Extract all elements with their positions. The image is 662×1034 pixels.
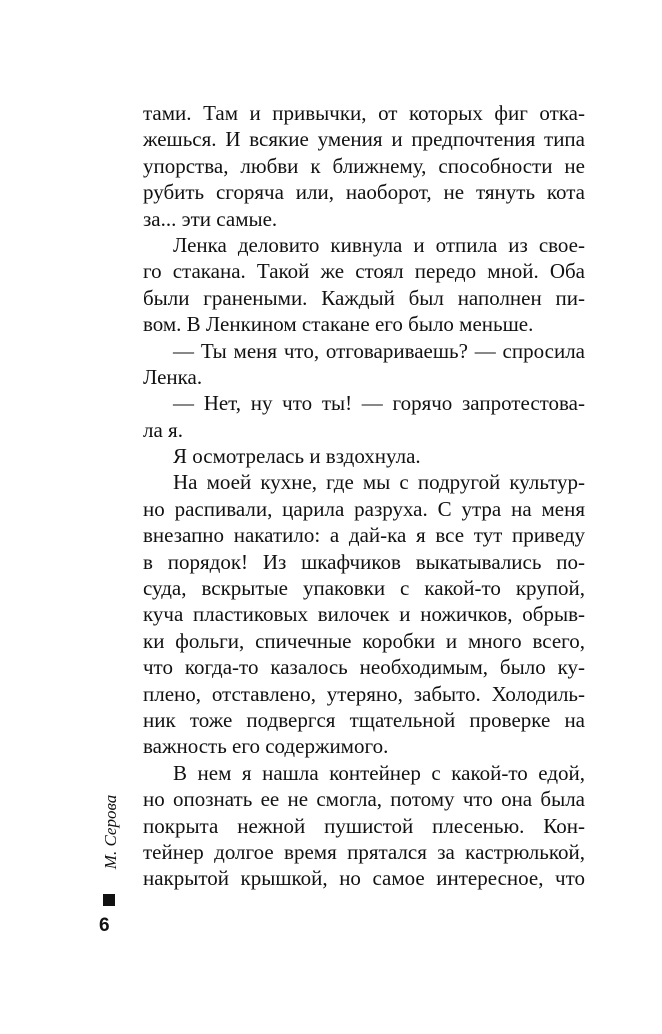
text-line: го стакана. Такой же стоял передо мной. Оба xyxy=(143,259,585,284)
text-line: Ленка деловито кивнула и отпила из свое- xyxy=(173,232,585,257)
text-line: но распивали, царила разруха. С утра на меня xyxy=(143,496,585,521)
text-line: Ленка. xyxy=(143,364,203,389)
text-line: за... эти самые. xyxy=(143,206,278,231)
text-line: В нем я нашла контейнер с какой-то едой, xyxy=(173,760,585,785)
text-line: тейнер долгое время прятался за кастрюлькой, xyxy=(143,839,585,864)
text-line: плено, отставлено, утеряно, забыто. Холодиль- xyxy=(143,681,585,706)
text-line: накрытой крышкой, но самое интересное, что xyxy=(143,866,585,891)
folio-square-icon xyxy=(103,894,115,906)
running-head xyxy=(96,772,126,892)
text-line: покрыта нежной пушистой плесенью. Кон- xyxy=(143,813,585,838)
text-line: жешься. И всякие умения и предпочтения типа xyxy=(143,127,585,152)
text-line: На моей кухне, где мы с подругой культур- xyxy=(173,470,585,495)
text-line: но опознать ее не смогла, потому что она была xyxy=(143,787,585,812)
text-line: упорства, любви к ближнему, способности не xyxy=(143,153,585,178)
text-line: суда, вскрытые упаковки с какой-то крупой, xyxy=(143,576,585,601)
page-number: 6 xyxy=(99,915,110,936)
text-line: — Нет, ну что ты! — горячо запротестова- xyxy=(173,391,585,416)
author-name: М. Серова xyxy=(101,794,120,870)
text-line: Я осмотрелась и вздохнула. xyxy=(173,444,421,469)
text-line: в порядок! Из шкафчиков выкатывались по- xyxy=(143,549,585,574)
text-line: тами. Там и привычки, от которых фиг отка- xyxy=(143,101,585,125)
text-line: что когда-то казалось необходимым, было ку- xyxy=(143,655,585,680)
text-line: ки фольги, спичечные коробки и много всего, xyxy=(143,628,585,653)
text-line: важность его содержимого. xyxy=(143,734,389,759)
text-line: — Ты меня что, отговариваешь? — спросила xyxy=(173,338,585,363)
body-text xyxy=(143,100,585,892)
text-line: были гранеными. Каждый был наполнен пи- xyxy=(143,285,585,310)
text-line: ла я. xyxy=(143,417,183,442)
text-line: вом. В Ленкином стакане его было меньше. xyxy=(143,312,534,337)
text-line: внезапно накатило: а дай-ка я все тут приведу xyxy=(143,523,585,548)
text-line: куча пластиковых вилочек и ножичков, обрыв- xyxy=(143,602,585,627)
text-line: рубить сгоряча или, наоборот, не тянуть кота xyxy=(143,180,585,205)
text-line: ник тоже подвергся тщательной проверке на xyxy=(143,707,585,732)
